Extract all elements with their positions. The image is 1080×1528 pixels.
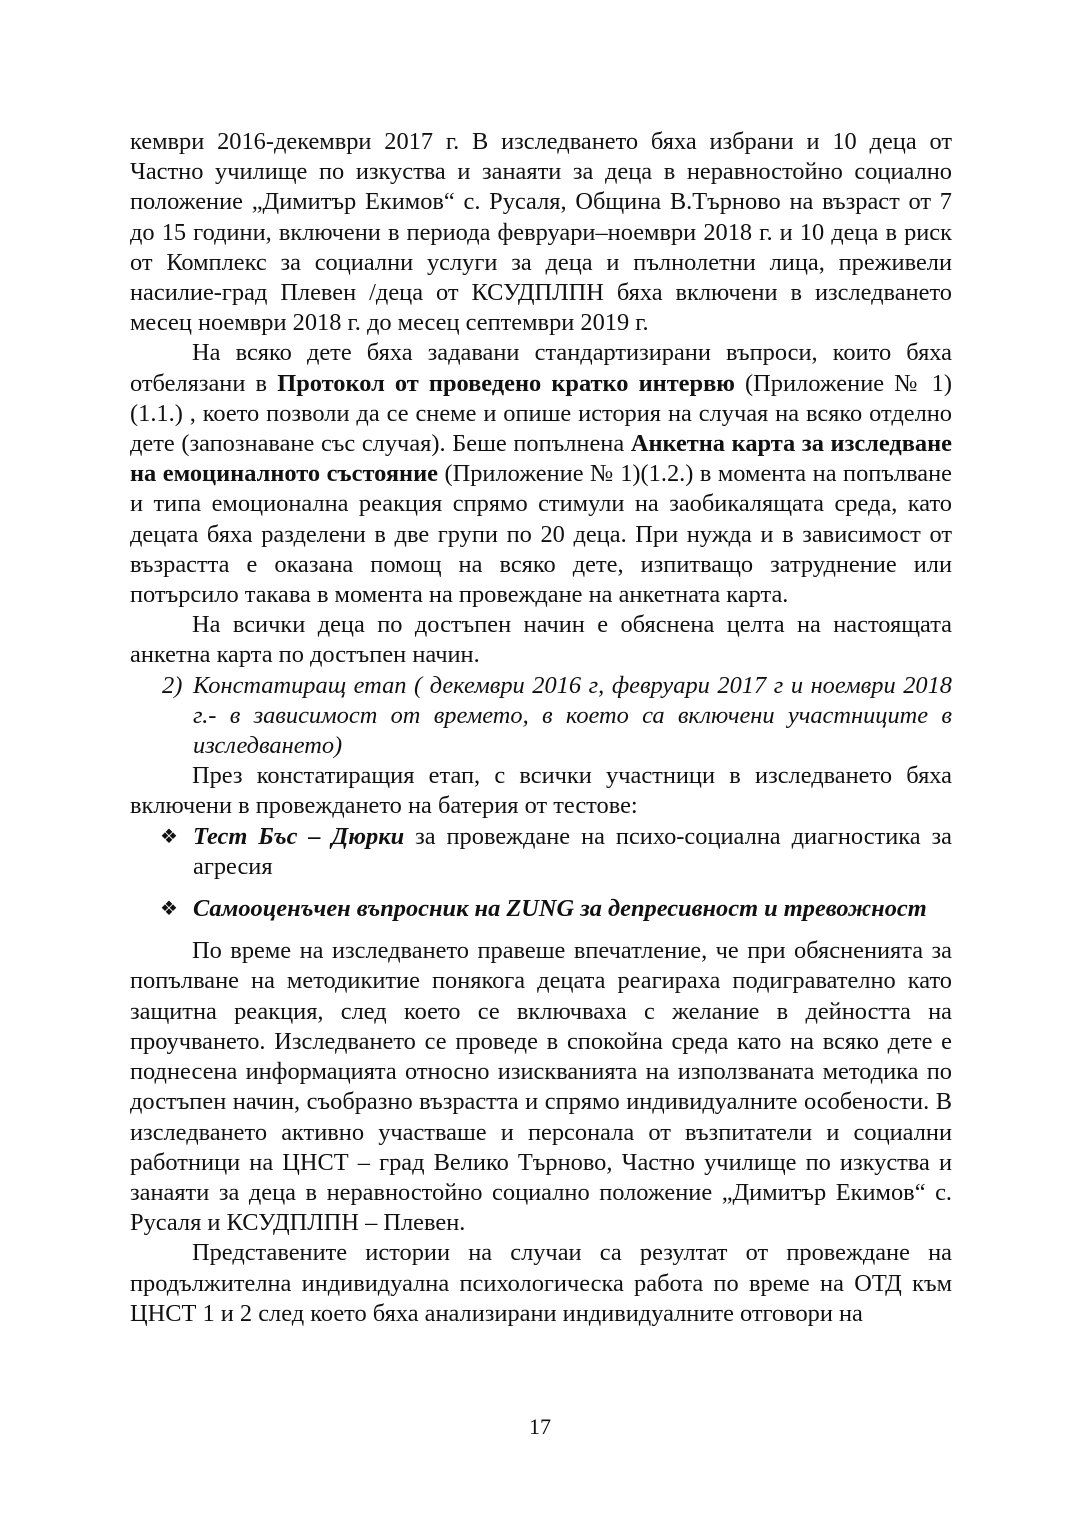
paragraph-text: (Приложение № 1)(1.2.) в момента на попълване и типа емоционална реакция спрямо стимули на заобикалящата среда, като децата бяха разделени в две групи по 20 деца. При нужда и в зависимост от възрастта е оказана помощ на всяко дете, изпитващо затруднение или потърсило такава в момента на провеждане на анкетната карта. [130,460,952,609]
diamond-bullet-icon: ❖ [160,825,178,848]
bullet-item-test [130,822,952,882]
item-number: 2) [162,671,183,699]
paragraph-stage-intro: През констатиращия етап, с всички участници в изследването бяха включени в провеждането на батерия от тестове: [130,762,952,820]
body-text [130,127,952,1329]
diamond-bullet-icon: ❖ [160,898,178,921]
page-number: 17 [529,1414,551,1439]
numbered-item-stage [162,671,952,762]
bullet-text: за провеждане на психо-социална диагностика за агресия [193,822,952,880]
bullet-item-zung [130,894,952,924]
paragraph-case-histories: Представените истории на случаи са резултат от провеждане на продължителна индивидуална психологическа работа по време на ОТД към ЦНСТ 1 и 2 след което бяха анализирани индивидуалните отговори на [130,1239,952,1327]
protocol-title: Протокол от проведено кратко интервю [277,369,735,397]
paragraph-continuation: кември 2016-декември 2017 г. В изследването бяха избрани и 10 деца от Частно училище по изкуства и занаяти за деца в неравностойно социално положение „Димитър Екимов“ с. Русаля, Община В.Търново на възраст от 7 до 15 години, включени в периода февруари–ноември 2018 г. и 10 деца в риск от Комплекс за социални услуги за деца и пълнолетни лица, преживели насилие-град Плевен /деца от КСУДПЛПН бяха включени в изследването месец ноември 2018 г. до месец септември 2019 г. [130,128,952,337]
item-text: Констатиращ етап ( декември 2016 г, февруари 2017 г и ноември 2018 г.- в зависимост от времето, в което са включени участниците в изследването) [193,671,952,760]
questionnaire-title: Анкетна карта за изследване на емоциналното състояние [130,430,952,488]
test-title: Тест Бъс – Дюрки [193,822,405,850]
paragraph-text: (Приложение № 1)(1.1.) , което позволи да се снеме и опише история на случая на всяко отделно дете (запознаване със случая). Беше попълнена [130,369,952,458]
paragraph-explanation: На всички деца по достъпен начин е обяснена целта на настоящата анкетна карта по достъпен начин. [130,611,952,669]
paragraph-text: На всяко дете бяха задавани стандартизирани въпроси, които бяха отбелязани в [130,339,952,397]
paragraph-protocol [130,338,952,610]
paragraph-observations: По време на изследването правеше впечатление, че при обясненията за попълване на методикитие понякога децата реагираха подигравателно като защитна реакция, след което се включваха с желание в дейността на проучването. Изследването се проведе в спокойна среда като на всяко дете е поднесена информацията относно изискванията на използваната методика по достъпен начин, съобразно възрастта и спрямо индивидуалните особености. В изследването активно участваше и персонала от възпитатели и социални работници на ЦНСТ – град Велико Търново, Частно училище по изкуства и занаяти за деца в неравностойно социално положение „Димитър Екимов“ с. Русаля и КСУДПЛПН – Плевен. [130,937,952,1237]
zung-title: Самооценъчен въпросник на ZUNG за депресивност и тревожност [193,895,927,923]
